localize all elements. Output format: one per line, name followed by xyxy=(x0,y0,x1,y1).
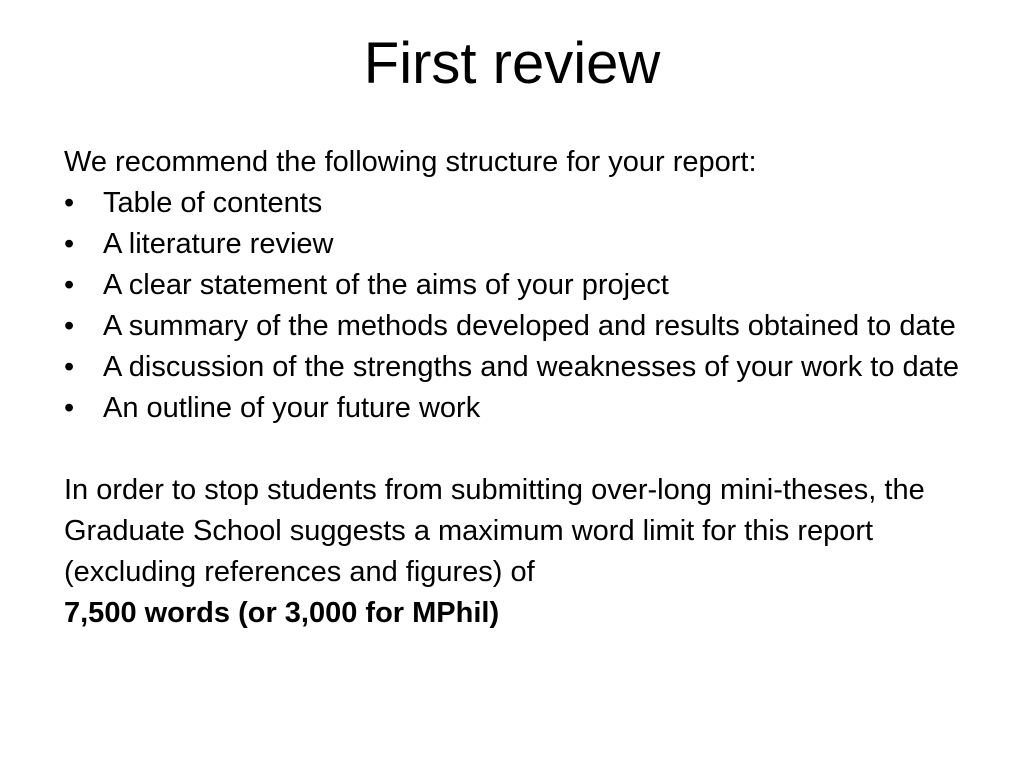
bullet-icon: • xyxy=(64,310,75,342)
list-item-text: A discussion of the strengths and weaknesses of your work to date xyxy=(103,351,959,383)
bullet-icon: • xyxy=(64,187,75,219)
list-item xyxy=(64,224,964,265)
word-limit-note xyxy=(64,470,964,634)
list-item xyxy=(64,265,964,306)
list-item-text: A summary of the methods developed and results obtained to date xyxy=(103,310,956,342)
bullet-icon: • xyxy=(64,392,75,424)
list-item-text: A clear statement of the aims of your project xyxy=(103,269,669,301)
slide-title: First review xyxy=(363,31,661,96)
bullet-icon: • xyxy=(64,228,75,260)
bullet-icon: • xyxy=(64,351,75,383)
list-item-text: An outline of your future work xyxy=(103,392,481,424)
list-item xyxy=(64,306,964,347)
list-item xyxy=(64,183,964,224)
list-item-text: Table of contents xyxy=(103,187,323,219)
word-limit-emphasis: 7,500 words (or 3,000 for MPhil) xyxy=(64,597,500,629)
word-limit-text: In order to stop students from submitting over-long mini-theses, the Graduate School suggests a maximum word limit for this report (excluding references and figures) of xyxy=(64,474,925,588)
list-item-text: A literature review xyxy=(103,228,334,260)
slide-body xyxy=(64,142,964,634)
list-item xyxy=(64,388,964,429)
list-item xyxy=(64,347,964,388)
paragraph-spacer xyxy=(64,429,964,470)
intro-text: We recommend the following structure for your report: xyxy=(64,146,757,178)
bullet-icon: • xyxy=(64,269,75,301)
structure-list xyxy=(64,183,964,429)
